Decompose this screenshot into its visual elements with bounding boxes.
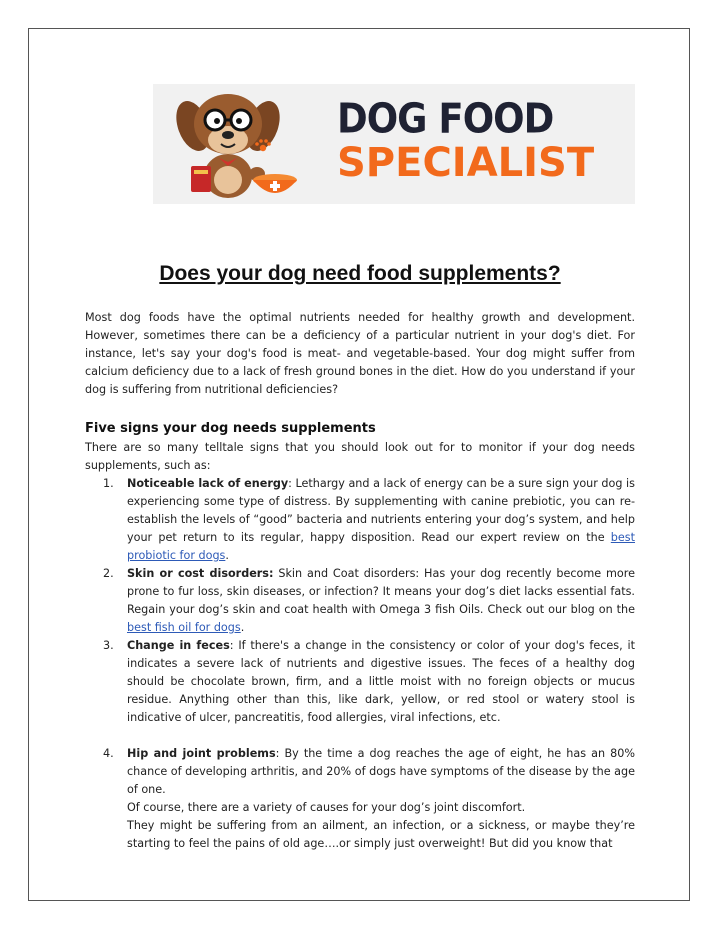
logo-wordmark-top: DOG FOOD — [337, 94, 554, 143]
list-item — [85, 637, 635, 727]
section-lead: There are so many telltale signs that you should look out for to monitor if your dog needs supplements, such as: — [85, 441, 635, 472]
item-label: Change in feces — [127, 639, 230, 652]
item-text: Skin and Coat disorders: Has your dog recently become more prone to fur loss, skin diseases, or infection? It means your dog’s diet lacks essential fats. Regain your dog’s skin and coat health with Omega 3 fish Oils. Check out our blog on the — [127, 567, 635, 616]
list-item — [85, 745, 635, 853]
item-label: Hip and joint problems — [127, 747, 276, 760]
intro-paragraph: Most dog foods have the optimal nutrients needed for healthy growth and development. However, sometimes there can be a deficiency of a particular nutrient in your dog's diet. For instance, let's say your dog's food is meat- and vegetable-based. Your dog might suffer from calcium deficiency due to a lack of fresh ground bones in the diet. How do you understand if your dog is suffering from nutritional deficiencies? — [85, 311, 635, 396]
item-label: Noticeable lack of energy — [127, 477, 289, 490]
item-text: : If there's a change in the consistency or color of your dog's feces, it indicates a severe lack of nutrients and digestive issues. The feces of a healthy dog should be chocolate brown, firm, and a little moist with no foreign objects or mucus residue. Anything other than this, like dark, yellow, or red stool or watery stool is indicative of ulcer, pancreatitis, food allergies, viral infections, etc. — [127, 639, 635, 724]
item-after: . — [225, 549, 229, 562]
page-title: Does your dog need food supplements? — [159, 262, 561, 285]
section-heading: Five signs your dog needs supplements — [85, 421, 376, 436]
logo-banner — [153, 84, 635, 204]
list-item — [85, 565, 635, 637]
list-number: 3. — [103, 639, 114, 652]
signs-list — [85, 475, 635, 853]
list-number: 4. — [103, 747, 114, 760]
list-spacer — [85, 727, 635, 745]
list-number: 1. — [103, 477, 114, 490]
fish-oil-link[interactable]: best fish oil for dogs — [127, 621, 241, 634]
item-after: . — [240, 621, 245, 634]
probiotic-link[interactable]: best probiotic for dogs — [127, 531, 635, 562]
list-item — [85, 475, 635, 565]
list-number: 2. — [103, 567, 114, 580]
item-extra-text: Of course, there are a variety of causes for your dog’s joint discomfort. — [127, 801, 526, 814]
article-body — [85, 309, 635, 853]
item-text: : By the time a dog reaches the age of eight, he has an 80% chance of developing arthritis, and 20% of dogs have symptoms of the disease by the age of one. — [127, 747, 635, 796]
item-extra-text: They might be suffering from an ailment, an infection, or a sickness, or maybe they’re starting to feel the pains of old age….or simply just overweight! But did you know that — [127, 819, 635, 850]
item-label: Skin or cost disorders: — [127, 567, 274, 580]
logo-wordmark-bottom: SPECIALIST — [337, 140, 595, 186]
item-text: : Lethargy and a lack of energy can be a sure sign your dog is experiencing some type of distress. By supplementing with canine prebiotic, you can re-establish the levels of “good” bacteria and nutrients entering your dog’s system, and help your pet return to its regular, happy disposition. Read our expert review on the — [127, 477, 635, 544]
